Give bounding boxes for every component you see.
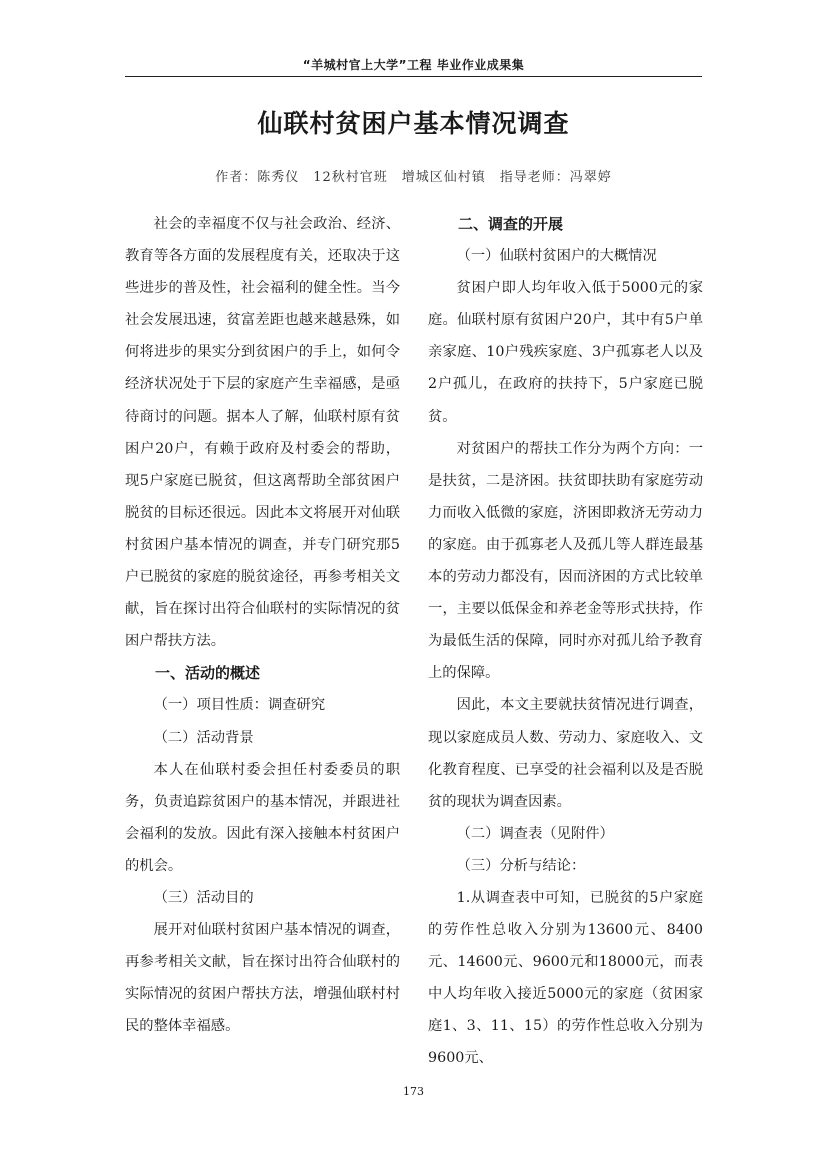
subheading-analysis: （三）分析与结论：	[456, 857, 586, 874]
running-header: “羊城村官上大学”工程 毕业作业成果集	[302, 58, 525, 72]
left-column	[125, 208, 400, 1042]
section-heading-survey: 二、调查的开展	[458, 215, 564, 233]
page-number: 173	[403, 1085, 424, 1098]
overview-paragraph: 贫困户即人均年收入低于5000元的家庭。仙联村原有贫困户20户，其中有5户单亲家庭、10户残疾家庭、3户孤寡老人以及2户孤儿，在政府的扶持下，5户家庭已脱贫。	[428, 280, 703, 425]
help-paragraph: 对贫困户的帮扶工作分为两个方向：一是扶贫，二是济困。扶贫即扶助有家庭劳动力而收入低微的家庭，济困即救济无劳动力的家庭。由于孤寡老人及孤儿等人群连最基本的劳动力都没有，因而济困的方式比较单一，主要以低保金和养老金等形式扶持，作为最低生活的保障，同时亦对孤儿给予教育上的保障。	[428, 440, 703, 682]
therefore-paragraph: 因此，本文主要就扶贫情况进行调查，现以家庭成员人数、劳动力、家庭收入、文化教育程度、已享受的社会福利以及是否脱贫的现状为调查因素。	[428, 697, 703, 810]
subheading-nature: （一）项目性质：调查研究	[153, 697, 326, 714]
author-byline: 作者：陈秀仪 12秋村官班 增城区仙村镇 指导老师：冯翠婷	[215, 170, 612, 185]
background-paragraph: 本人在仙联村委会担任村委委员的职务，负责追踪贫困户的基本情况，并跟进社会福利的发放。因此有深入接触本村贫困户的机会。	[125, 761, 400, 874]
analysis-paragraph: 1.从调查表中可知，已脱贫的5户家庭的劳作性总收入分别为13600元、8400元、14600元、9600元和18000元，而表中人均年收入接近5000元的家庭（贫困家庭1、3、11、15）的劳作性总收入分别为9600元、	[428, 889, 703, 1067]
intro-paragraph: 社会的幸福度不仅与社会政治、经济、教育等各方面的发展程度有关，还取决于这些进步的普及性，社会福利的健全性。当今社会发展迅速，贫富差距也越来越悬殊，如何将进步的果实分到贫困户的手上，如何令经济状况处于下层的家庭产生幸福感，是亟待商讨的问题。据本人了解，仙联村原有贫困户20户，有赖于政府及村委会的帮助，现5户家庭已脱贫，但这离帮助全部贫困户脱贫的目标还很远。因此本文将展开对仙联村贫困户基本情况的调查，并专门研究那5户已脱贫的家庭的脱贫途径，再参考相关文献，旨在探讨出符合仙联村的实际情况的贫困户帮扶方法。	[125, 216, 400, 650]
article-title: 仙联村贫困户基本情况调查	[257, 109, 570, 138]
subheading-situation: （一）仙联村贫困户的大概情况	[456, 248, 657, 265]
section-heading-overview: 一、活动的概述	[155, 664, 261, 683]
subheading-table: （二）调查表（见附件）	[456, 825, 614, 842]
right-column	[428, 208, 703, 1075]
header-rule	[125, 76, 702, 77]
purpose-paragraph: 展开对仙联村贫困户基本情况的调查，再参考相关文献，旨在探讨出符合仙联村的实际情况的贫困户帮扶方法，增强仙联村村民的整体幸福感。	[125, 922, 400, 1035]
subheading-purpose: （三）活动目的	[153, 889, 254, 906]
subheading-background: （二）活动背景	[153, 729, 254, 746]
